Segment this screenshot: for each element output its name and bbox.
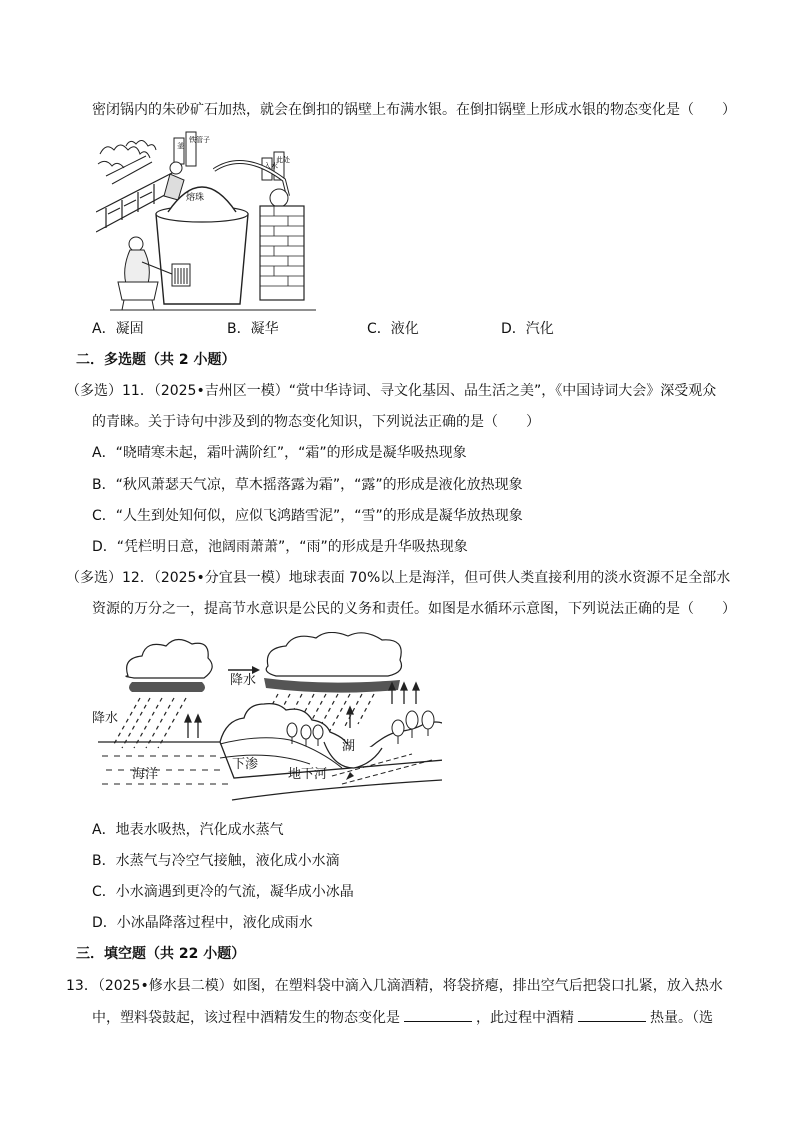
- q11-option-d[interactable]: D．“凭栏明日意，池阔雨萧萧”，“雨”的形成是升华吸热现象: [92, 539, 468, 555]
- q11-option-b[interactable]: B．“秋风萧瑟天气凉，草木摇落露为霜”，“露”的形成是液化放热现象: [92, 477, 523, 493]
- q11-option-c[interactable]: C．“人生到处知何似，应似飞鸿踏雪泥”，“雪”的形成是凝华放热现象: [92, 508, 523, 524]
- label-underground-river: 地下河: [288, 767, 328, 782]
- q10-label-0: 釜: [177, 142, 184, 150]
- q10-option-b[interactable]: B．凝华: [227, 321, 279, 337]
- q10-options: [92, 318, 692, 340]
- q13-text-b: ，此过程中酒精: [476, 1010, 574, 1026]
- q13-text-c: 热量。（选: [650, 1010, 713, 1026]
- q13-stem-line1: 13．（2025•修水县二模）如图，在塑料袋中滴入几滴酒精，将袋挤瘪，排出空气后把袋口扎紧，放入热水: [66, 978, 723, 994]
- q10-label-1: 铁管子: [189, 136, 210, 144]
- q10-figure: [96, 124, 326, 312]
- q13-stem-line2: [92, 1007, 713, 1028]
- q13-blank-1[interactable]: [404, 1007, 472, 1022]
- q13-blank-2[interactable]: [578, 1007, 646, 1022]
- q10-label-4: 此处: [276, 156, 290, 164]
- q12-option-c[interactable]: C．小水滴遇到更冷的气流，凝华成小冰晶: [92, 884, 354, 900]
- q10-label-3: 入水: [264, 162, 278, 170]
- q10-option-a[interactable]: A．凝固: [92, 321, 144, 337]
- q10-option-c[interactable]: C．液化: [367, 321, 419, 337]
- label-rain-left: 降水: [92, 711, 119, 726]
- q12-stem-line1: （多选）12．（2025•分宜县一模）地球表面 70%以上是海洋，但可供人类直接利用的淡水资源不足全部水: [66, 570, 731, 586]
- label-seep: 下渗: [232, 757, 259, 772]
- q11-option-a[interactable]: A．“晓晴寒未起，霜叶满阶红”，“霜”的形成是凝华吸热现象: [92, 445, 467, 461]
- q11-stem-line1: （多选）11．（2025•吉州区一模）“赏中华诗词、寻文化基因、品生活之美”，《中国诗词大会》深受观众: [66, 383, 717, 399]
- section3-title: 三．填空题（共 22 小题）: [76, 946, 246, 962]
- q10-option-d[interactable]: D．汽化: [501, 321, 554, 337]
- q11-stem-line2: 的青睐。关于诗句中涉及到的物态变化知识，下列说法正确的是（ ）: [92, 414, 540, 430]
- label-rain-top: 降水: [230, 673, 257, 688]
- q13-text-a: 中，塑料袋鼓起，该过程中酒精发生的物态变化是: [92, 1010, 400, 1026]
- label-lake: 湖: [342, 739, 356, 754]
- q10-stem: 密闭锅内的朱砂矿石加热，就会在倒扣的锅壁上布满水银。在倒扣锅壁上形成水银的物态变化是（ ）: [92, 102, 736, 118]
- section2-title: 二．多选题（共 2 小题）: [76, 352, 236, 368]
- label-ocean: 海洋: [132, 767, 159, 782]
- q10-label-2: 熔珠: [186, 193, 205, 203]
- q12-option-d[interactable]: D．小冰晶降落过程中，液化成雨水: [92, 915, 313, 931]
- q12-water-cycle-figure: [92, 632, 442, 808]
- q12-stem-line2: 资源的万分之一，提高节水意识是公民的义务和责任。如图是水循环示意图，下列说法正确的是（ ）: [92, 601, 736, 617]
- q12-option-a[interactable]: A．地表水吸热，汽化成水蒸气: [92, 822, 284, 838]
- q12-option-b[interactable]: B．水蒸气与冷空气接触，液化成小水滴: [92, 853, 340, 869]
